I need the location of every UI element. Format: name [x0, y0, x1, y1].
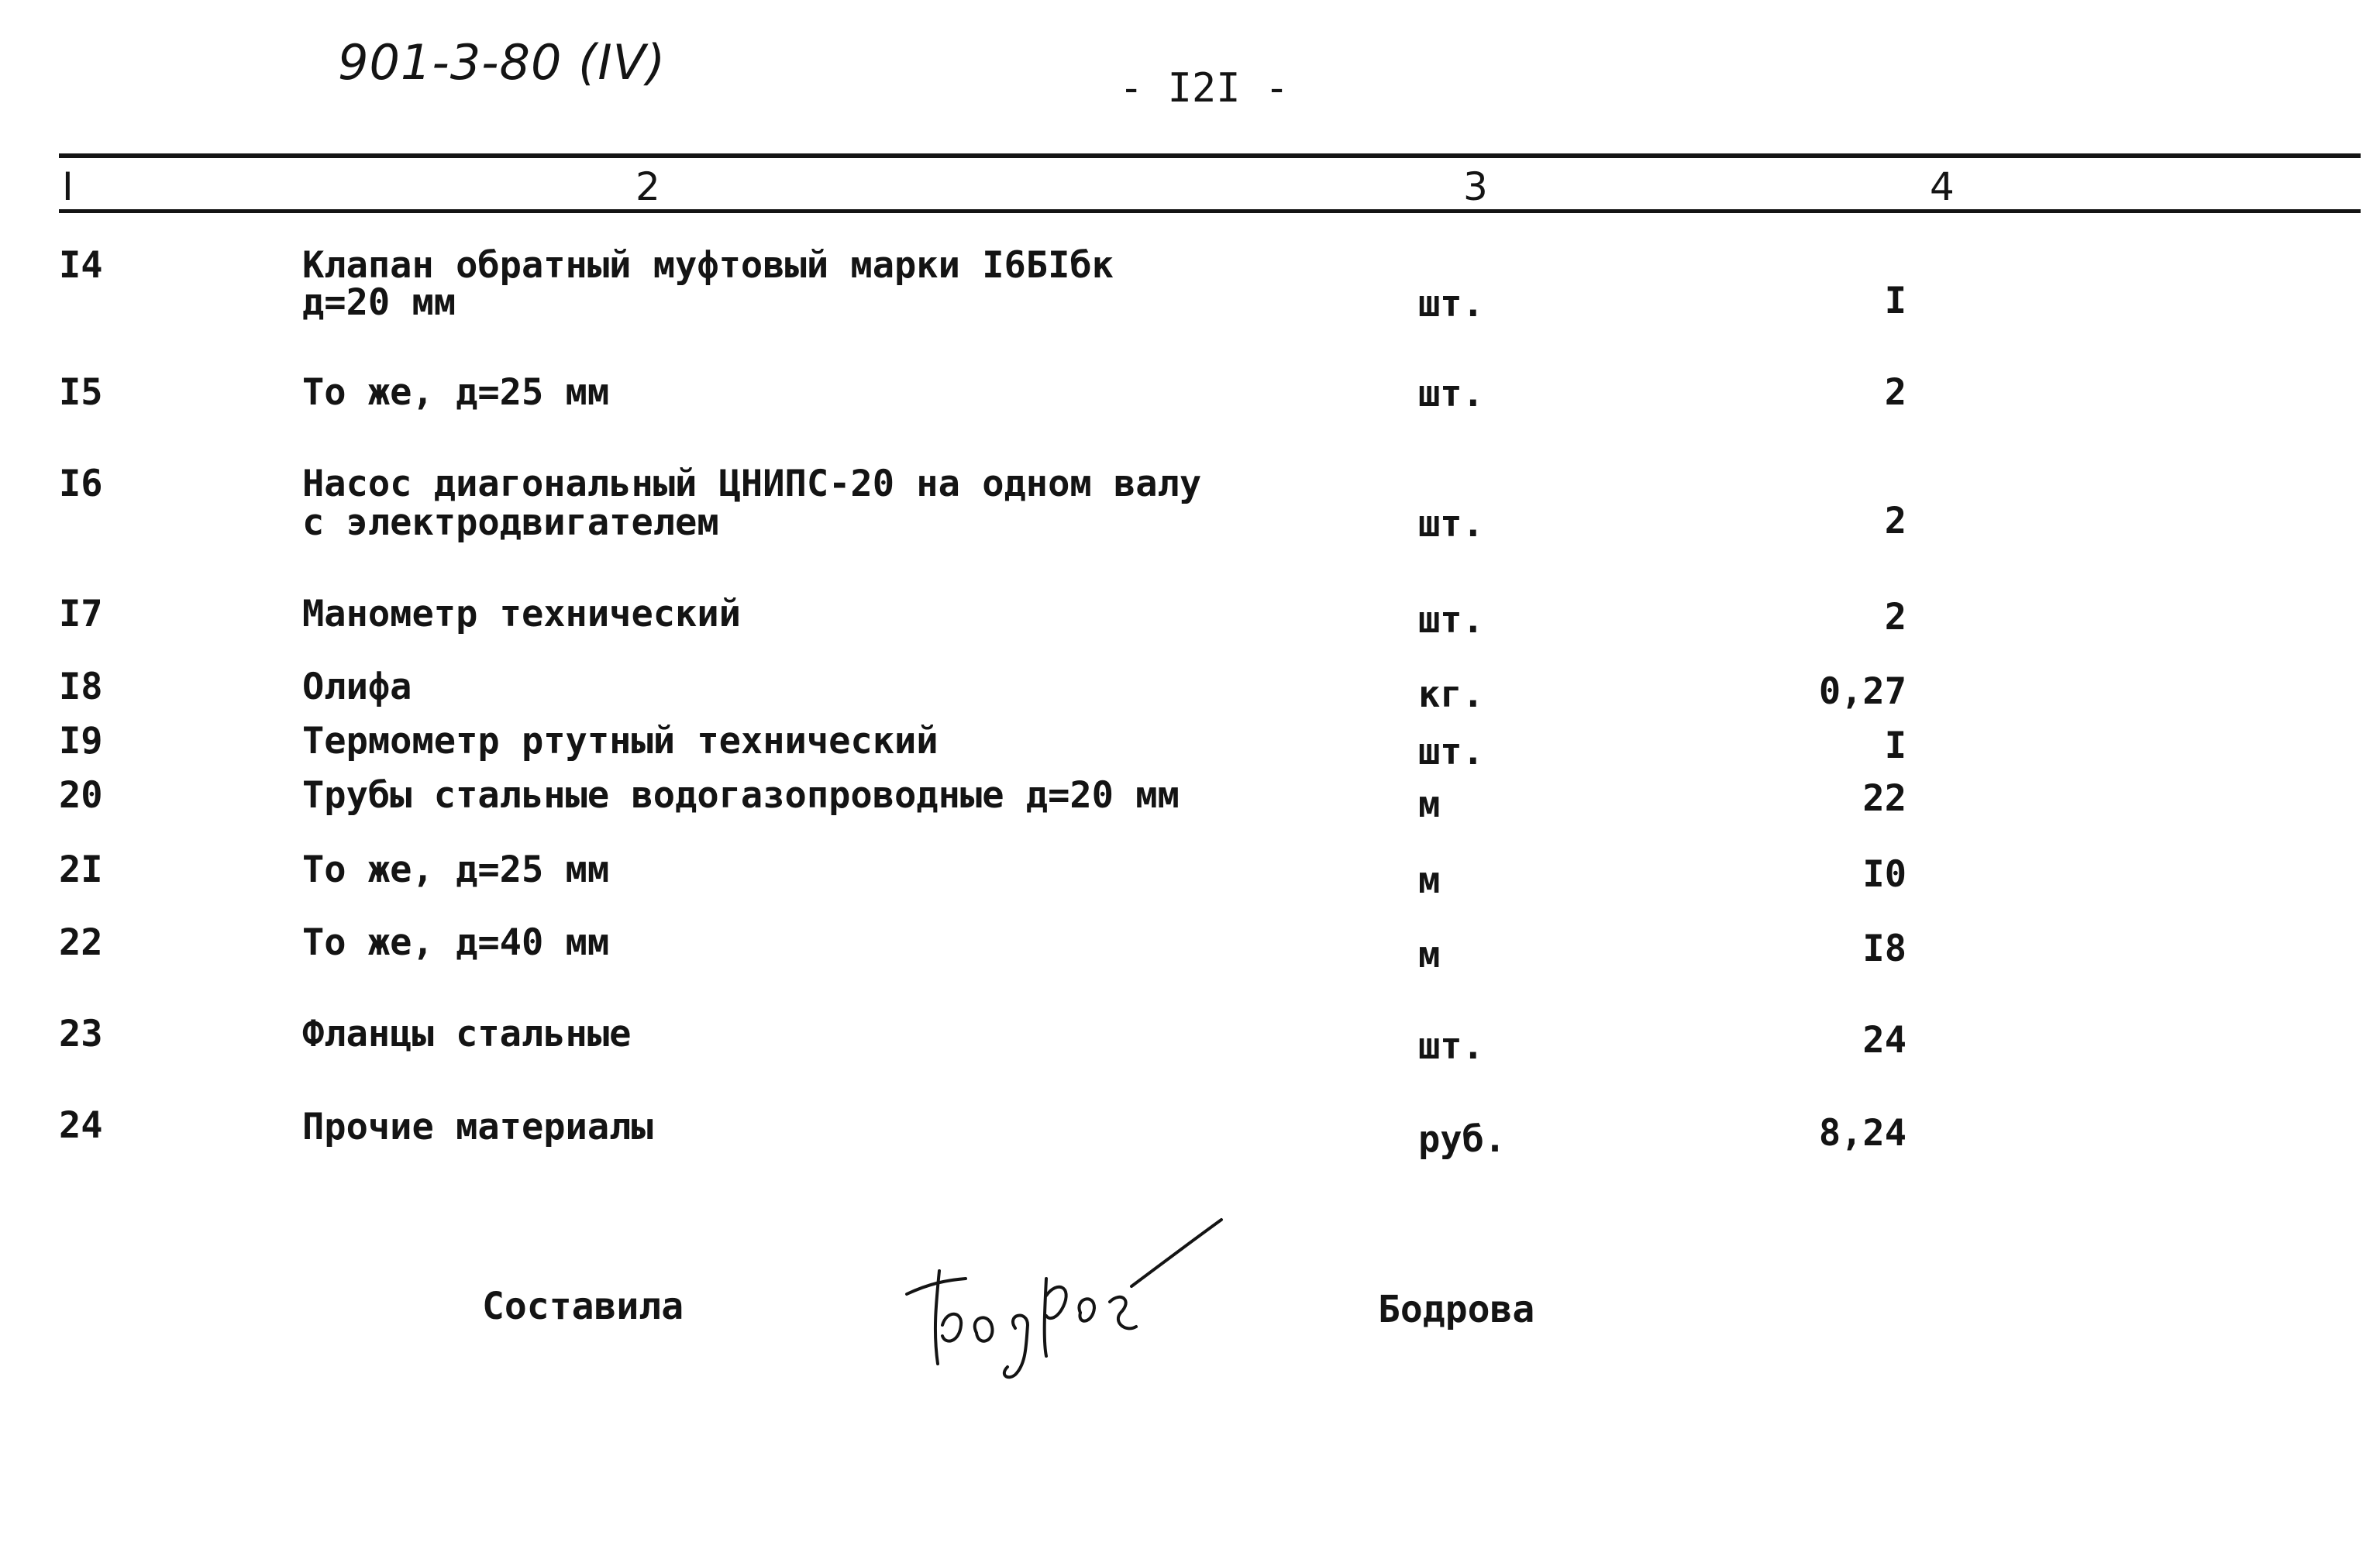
row-unit: кг.: [1418, 673, 1484, 716]
row-quantity: 2: [1884, 596, 1906, 639]
row-name: Термометр ртутный технический: [302, 720, 939, 763]
table-header-rule: [59, 209, 2361, 213]
column-number-1: I: [62, 164, 74, 209]
row-number: I4: [59, 244, 103, 287]
row-number: I7: [59, 593, 103, 635]
row-number: 2I: [59, 849, 103, 891]
row-name: Фланцы стальные: [302, 1013, 632, 1055]
row-number: I5: [59, 371, 103, 414]
row-quantity: I: [1884, 280, 1906, 322]
compiler-name: Бодрова: [1378, 1288, 1535, 1331]
row-unit: м: [1418, 934, 1441, 976]
row-quantity: 2: [1884, 371, 1906, 414]
row-number: I9: [59, 720, 103, 763]
column-number-3: 3: [1463, 164, 1488, 209]
row-name: Олифа: [302, 666, 412, 708]
document-code: 901-3-80 (IV): [338, 34, 666, 91]
page-number: - I2I -: [1119, 65, 1290, 112]
row-unit: шт.: [1418, 503, 1484, 546]
row-name: Трубы стальные водогазопроводные д=20 мм: [302, 774, 1180, 817]
row-quantity: 22: [1862, 777, 1906, 820]
row-quantity: I: [1884, 725, 1906, 767]
row-number: 23: [59, 1013, 103, 1055]
row-unit: шт.: [1418, 731, 1484, 773]
handwritten-signature: [891, 1209, 1232, 1395]
row-name: То же, д=25 мм: [302, 371, 610, 414]
row-quantity: 2: [1884, 500, 1906, 542]
row-unit: руб.: [1418, 1118, 1507, 1161]
row-number: I8: [59, 666, 103, 708]
row-unit: шт.: [1418, 599, 1484, 642]
row-name: То же, д=40 мм: [302, 921, 610, 964]
row-quantity: 24: [1862, 1019, 1906, 1062]
row-name: Манометр технический: [302, 593, 741, 635]
row-unit: шт.: [1418, 1025, 1484, 1068]
column-number-4: 4: [1930, 164, 1955, 209]
row-number: 22: [59, 921, 103, 964]
row-quantity: 8,24: [1818, 1112, 1906, 1155]
row-unit: шт.: [1418, 283, 1484, 325]
row-unit: м: [1418, 783, 1441, 826]
row-name-continued: д=20 мм: [302, 281, 456, 324]
row-quantity: 0,27: [1818, 670, 1906, 713]
row-name: То же, д=25 мм: [302, 849, 610, 891]
column-number-2: 2: [635, 164, 660, 209]
row-number: 20: [59, 774, 103, 817]
row-quantity: I0: [1862, 853, 1906, 896]
compiled-by-label: Составила: [482, 1285, 684, 1328]
row-unit: шт.: [1418, 373, 1484, 415]
row-quantity: I8: [1862, 928, 1906, 970]
row-unit: м: [1418, 859, 1441, 902]
table-top-rule: [59, 153, 2361, 158]
row-name-continued: с электродвигателем: [302, 501, 719, 544]
row-name: Насос диагональный ЦНИПС-20 на одном валу: [302, 463, 1202, 505]
row-name: Прочие материалы: [302, 1106, 653, 1148]
row-name: Клапан обратный муфтовый марки I6БIбк: [302, 244, 1114, 287]
row-number: I6: [59, 463, 103, 505]
row-number: 24: [59, 1104, 103, 1147]
